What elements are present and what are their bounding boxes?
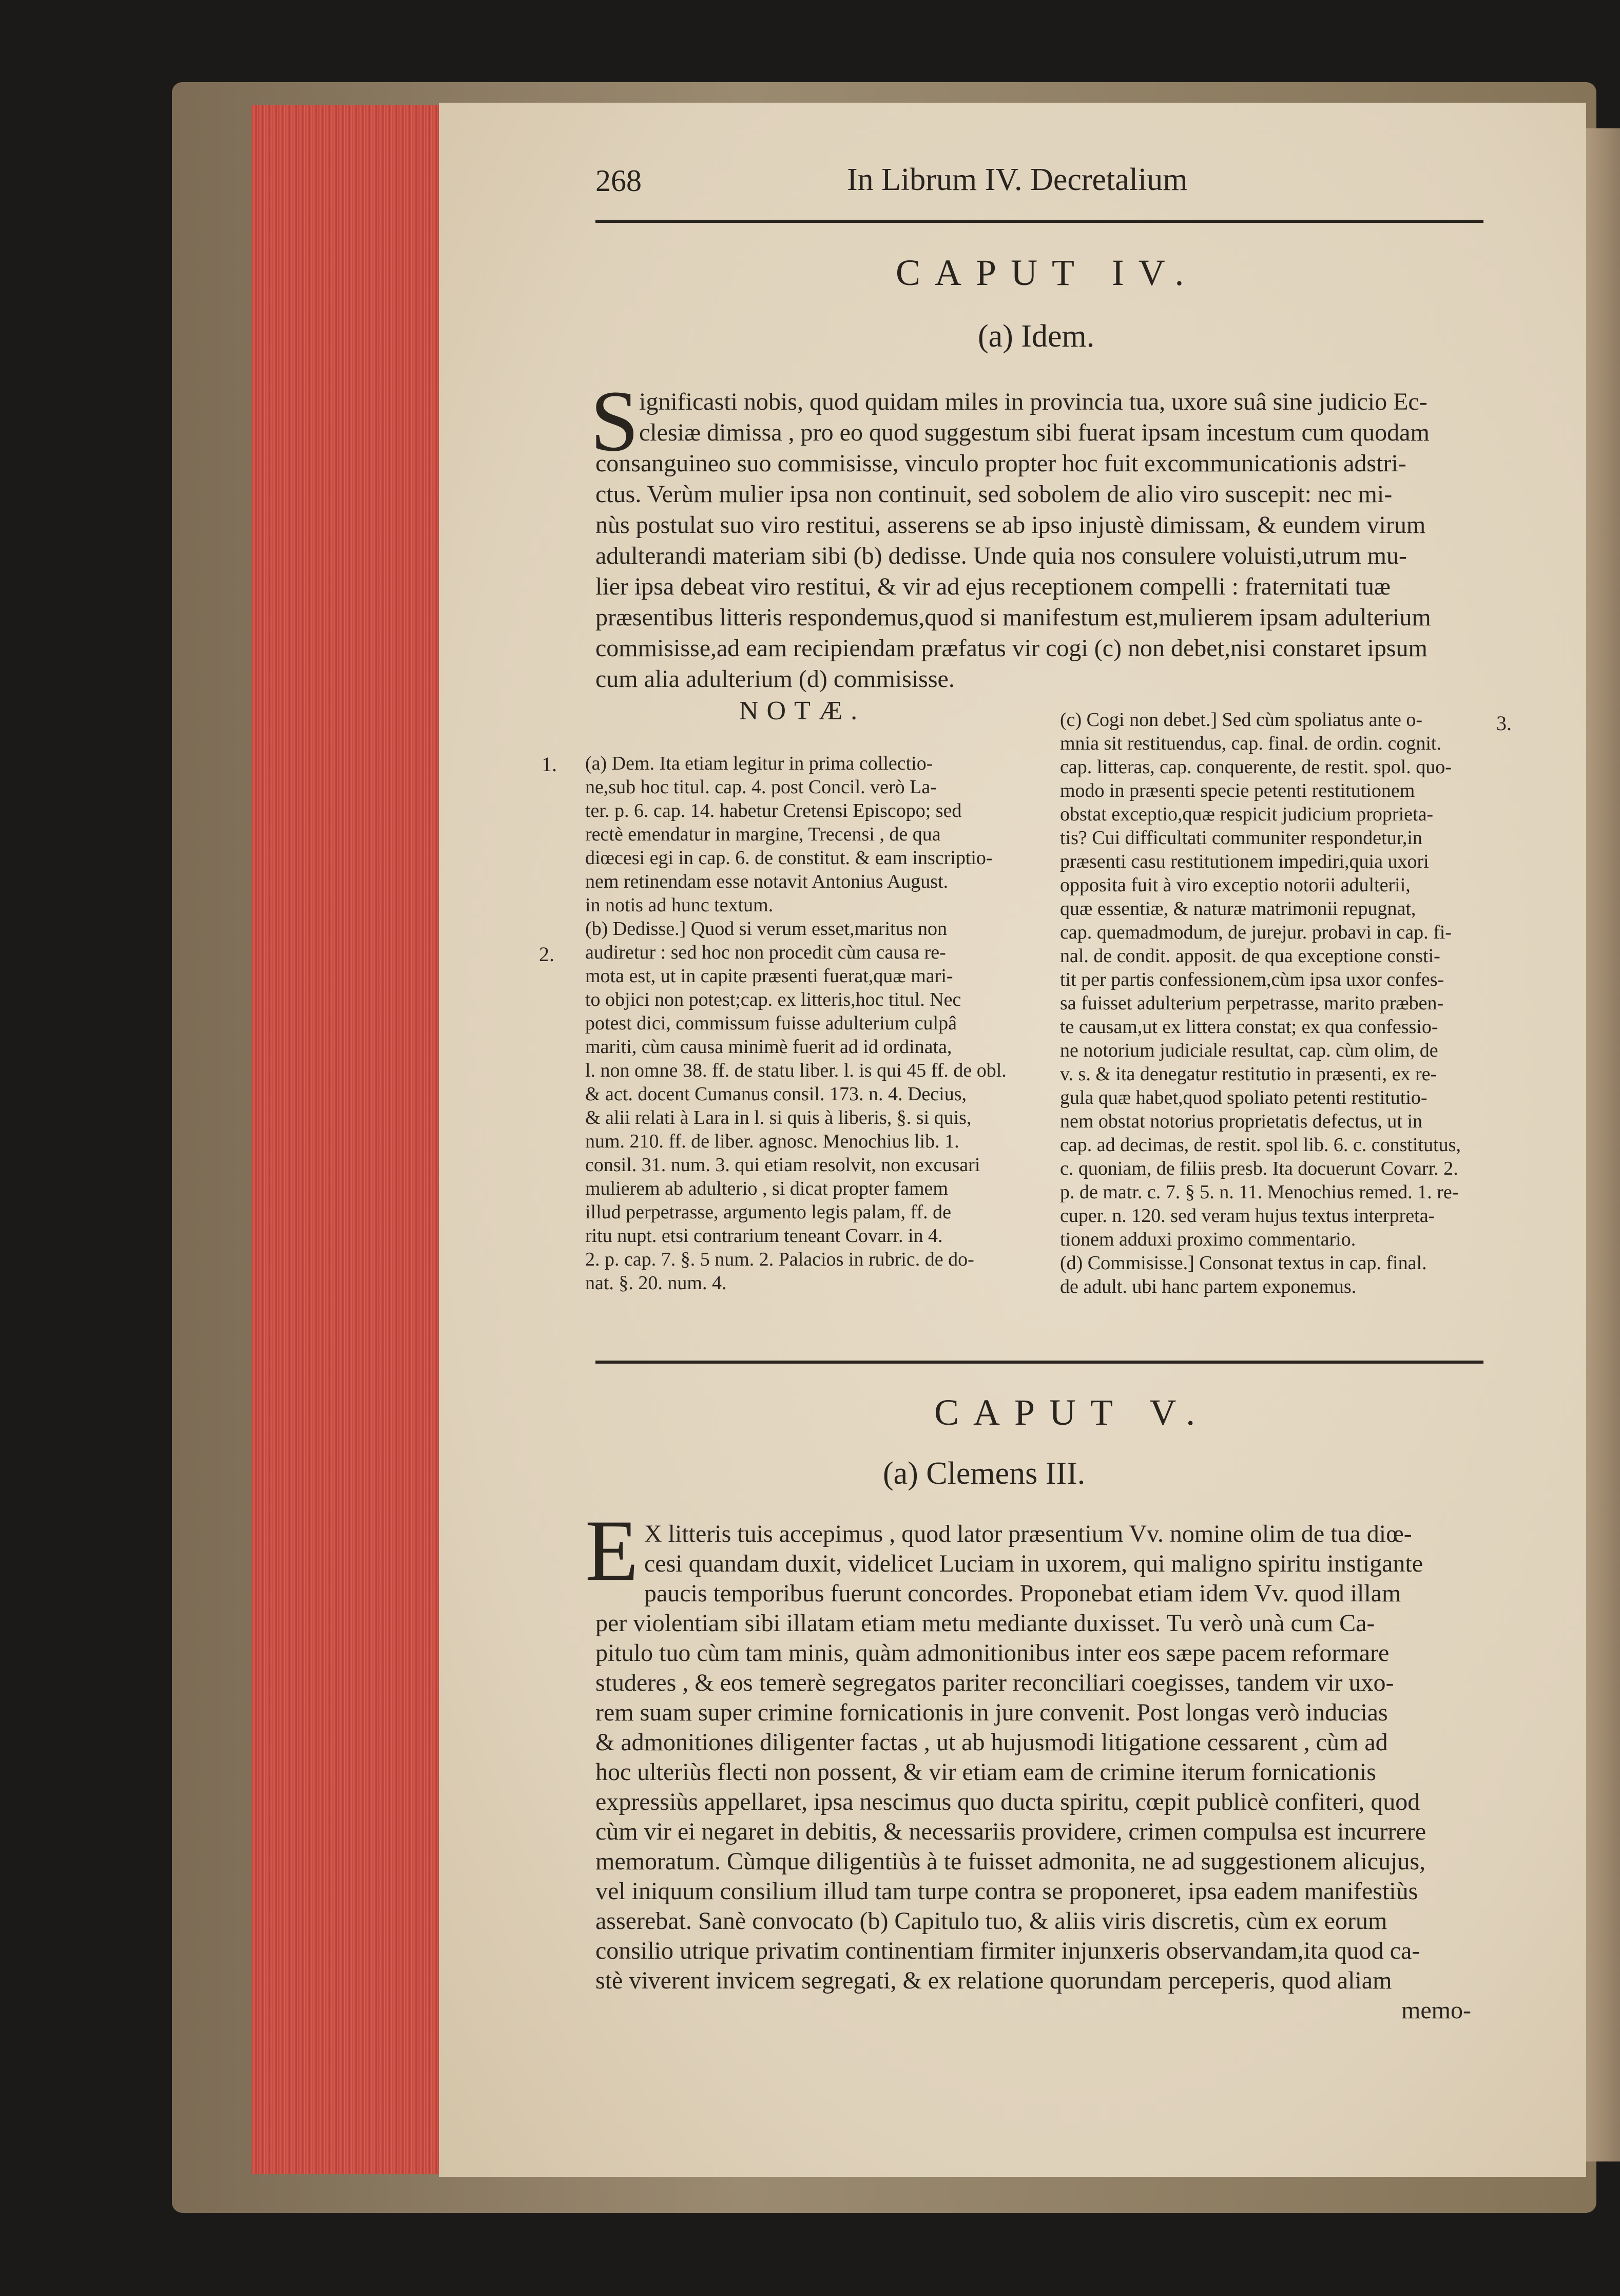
text-line: studeres , & eos temerè segregatos pariter reconciliari coegisses, tandem vir uxo- [595,1669,1394,1696]
note-line: illud perpetrasse, argumento legis palam, ff. de [585,1201,952,1223]
notae-title: NOTÆ. [739,696,866,725]
note-line: l. non omne 38. ff. de statu liber. l. is qui 45 ff. de obl. [585,1060,1007,1081]
text-line: expressiùs appellaret, ipsa nescimus quo ducta spiritu, cœpit publicè confiteri, quod [595,1788,1420,1815]
text-line: commisisse,ad eam recipiendam præfatus vir cogi (c) non debet,nisi constaret ipsum [595,635,1428,662]
note-line: p. de matr. c. 7. § 5. n. 11. Menochius remed. 1. re- [1060,1181,1459,1203]
text-line: & admonitiones diligenter factas , ut ab hujusmodi litigatione cessarent , cùm ad [595,1729,1388,1756]
note-line: (a) Dem. Ita etiam legitur in prima collectio- [585,753,933,774]
note-line: c. quoniam, de filiis presb. Ita docuerunt Covarr. 2. [1060,1158,1458,1179]
note-line: tionem adduxi proximo commentario. [1060,1229,1356,1250]
note-line: (d) Commisisse.] Consonat textus in cap. final. [1060,1252,1427,1274]
note-line: (b) Dedisse.] Quod si verum esset,maritus non [585,918,947,940]
note-line: nem obstat notorius proprietatis defectus, ut in [1060,1111,1423,1132]
note-line: num. 210. ff. de liber. agnosc. Menochius lib. 1. [585,1131,959,1152]
note-line: sa fuisset adulterium perpetrasse, marito præben- [1060,992,1444,1014]
note-line: mnia sit restituendus, cap. final. de ordin. cognit. [1060,733,1441,754]
margin-number: 2. [539,943,554,966]
note-line: potest dici, commissum fuisse adulterium culpâ [585,1012,957,1034]
note-line: (c) Cogi non debet.] Sed cùm spoliatus ante o- [1060,709,1423,731]
note-line: modo in præsenti specie petenti restitutionem [1060,780,1415,801]
text-line: memoratum. Cùmque diligentiùs à te fuisset admonita, ne ad suggestionem alicujus, [595,1848,1426,1875]
margin-number: 3. [1496,712,1512,735]
page-number: 268 [595,164,642,198]
running-title: In Librum IV. Decretalium [847,162,1188,197]
text-line: ctus. Verùm mulier ipsa non continuit, sed sobolem de alio viro suscepit: nec mi- [595,481,1393,508]
section-rule [595,1361,1483,1364]
note-line: ne notorium judiciale resultat, cap. cùm olim, de [1060,1040,1438,1061]
note-line: consil. 31. num. 3. qui etiam resolvit, non excusari [585,1154,980,1176]
note-line: diœcesi egi in cap. 6. de constitut. & eam inscriptio- [585,847,993,869]
text-line: memo- [1401,1997,1471,2024]
note-line: cap. litteras, cap. conquerente, de restit. spol. quo- [1060,756,1452,778]
note-line: tit per partis confessionem,cùm ipsa uxor confes- [1060,969,1444,990]
note-line: obstat exceptio,quæ respicit judicium proprieta- [1060,803,1434,825]
note-line: mota est, ut in capite præsenti fuerat,quæ mari- [585,965,953,987]
chapter5-dropcap: E [585,1502,639,1599]
note-line: cap. ad decimas, de restit. spol lib. 6. c. constitutus, [1060,1134,1461,1156]
text-line: pitulo tuo cùm tam minis, quàm admonitionibus inter eos sæpe pacem reformare [595,1639,1390,1667]
note-line: quæ essentiæ, & naturæ matrimonii repugnat, [1060,898,1416,920]
text-line: X litteris tuis accepimus , quod lator præsentium Vv. nomine olim de tua diœ- [644,1520,1412,1547]
text-line: consanguineo suo commisisse, vinculo propter hoc fuit excommunicationis adstri- [595,450,1406,477]
chapter4-dropcap: S [590,373,639,469]
note-line: de adult. ubi hanc partem exponemus. [1060,1276,1357,1297]
note-line: tis? Cui difficultati communiter respondetur,in [1060,827,1422,849]
note-line: ter. p. 6. cap. 14. habetur Cretensi Episcopo; sed [585,800,962,821]
note-line: nat. §. 20. num. 4. [585,1272,727,1294]
chapter4-title: CAPUT IV. [896,252,1199,293]
note-line: in notis ad hunc textum. [585,894,774,916]
text-line: præsentibus litteris respondemus,quod si manifestum est,mulierem ipsam adulterium [595,604,1431,631]
text-line: adulterandi materiam sibi (b) dedisse. Unde quia nos consulere voluisti,utrum mu- [595,542,1407,569]
note-line: gula quæ habet,quod spoliato petenti restitutio- [1060,1087,1428,1108]
note-line: præsenti casu restitutionem impediri,quia uxori [1060,851,1429,872]
note-line: v. s. & ita denegatur restitutio in præsenti, ex re- [1060,1063,1437,1085]
chapter4-subtitle: (a) Idem. [978,319,1095,354]
text-line: lier ipsa debeat viro restitui, & vir ad ejus receptionem compelli : fraternitati tuæ [595,573,1391,600]
note-line: audiretur : sed hoc non procedit cùm causa re- [585,942,946,963]
text-line: vel iniquum consilium illud tam turpe contra se proponeret, ipsa eadem manifestiùs [595,1878,1418,1905]
note-line: nal. de condit. apposit. de qua exceptione consti- [1060,945,1440,967]
chapter5-subtitle: (a) Clemens III. [883,1456,1086,1491]
text-line: asserebat. Sanè convocato (b) Capitulo tuo, & aliis viris discretis, cùm ex eorum [595,1907,1387,1935]
text-line: paucis temporibus fuerunt concordes. Proponebat etiam idem Vv. quod illam [644,1580,1401,1607]
text-line: clesiæ dimissa , pro eo quod suggestum sibi fuerat ipsam incestum cum quodam [639,419,1430,446]
note-line: & alii relati à Lara in l. si quis à liberis, §. si quis, [585,1107,972,1128]
text-line: nùs postulat suo viro restitui, asserens se ab ipso injustè dimissam, & eundem virum [595,511,1426,539]
note-line: te causam,ut ex littera constat; ex qua confessio- [1060,1016,1438,1038]
text-line: cesi quandam duxit, videlicet Luciam in uxorem, qui maligno spiritu instigante [644,1550,1423,1577]
text-line: ignificasti nobis, quod quidam miles in provincia tua, uxore suâ sine judicio Ec- [639,388,1428,415]
note-line: rectè emendatur in margine, Trecensi , de qua [585,824,941,845]
note-line: ritu nupt. etsi contrarium teneant Covarr. in 4. [585,1225,943,1247]
note-line: ne,sub hoc titul. cap. 4. post Concil. verò La- [585,776,937,798]
note-line: nem retinendam esse notavit Antonius August. [585,871,949,892]
text-line: consilio utrique privatim continentiam firmiter injunxeris observandam,ita quod ca- [595,1937,1420,1964]
header-rule [595,220,1483,223]
margin-number: 1. [542,753,557,776]
chapter5-title: CAPUT V. [934,1392,1210,1433]
note-line: mulierem ab adulterio , si dicat propter famem [585,1178,948,1199]
text-line: cum alia adulterium (d) commisisse. [595,665,955,693]
note-line: 2. p. cap. 7. §. 5 num. 2. Palacios in rubric. de do- [585,1249,974,1270]
note-line: mariti, cùm causa minimè fuerit ad id ordinata, [585,1036,952,1058]
text-line: per violentiam sibi illatam etiam metu mediante duxisset. Tu verò unà cum Ca- [595,1610,1375,1637]
note-line: opposita fuit à viro exceptio notorii adulterii, [1060,874,1411,896]
page-edges [252,105,441,2174]
text-line: hoc ulteriùs flecti non possent, & vir etiam eam de crimine iterum fornicationis [595,1758,1376,1786]
text-line: cùm vir ei negaret in debitis, & necessariis providere, crimen compulsa est incurrere [595,1818,1426,1845]
text-line: rem suam super crimine fornicationis in jure convenit. Post longas verò inducias [595,1699,1388,1726]
note-line: cap. quemadmodum, de jurejur. probavi in cap. fi- [1060,922,1452,943]
note-line: & act. docent Cumanus consil. 173. n. 4. Decius, [585,1083,967,1105]
text-line: stè viverent invicem segregati, & ex relatione quorundam perceperis, quod aliam [595,1967,1392,1994]
note-line: cuper. n. 120. sed veram hujus textus interpreta- [1060,1205,1435,1227]
note-line: to objici non potest;cap. ex litteris,hoc titul. Nec [585,989,961,1010]
